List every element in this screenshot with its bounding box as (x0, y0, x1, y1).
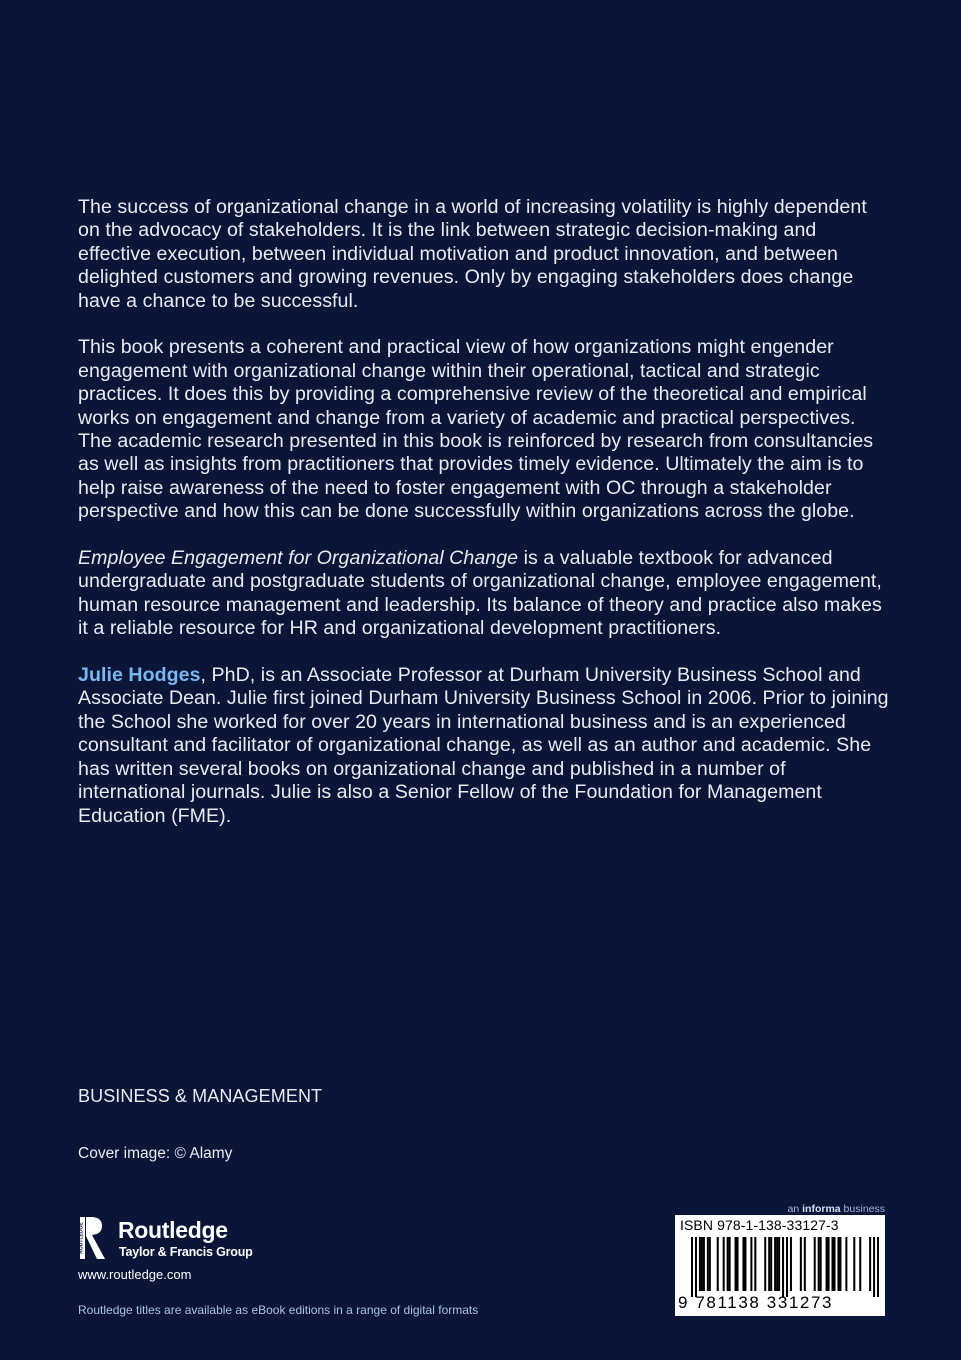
barcode-bar (790, 1237, 792, 1291)
barcode-bar (837, 1237, 839, 1291)
barcode-bar (818, 1237, 820, 1291)
blurb-paragraph-1: The success of organizational change in a world of increasing volatility is highly dependent on the advocacy of stakeholders. It is the link between strategic decision-making and effective execution, between individual motivation and product innovation, and between delighted customers and growing revenues. Only by engaging stakeholders does change have a chance to be successful. (78, 196, 867, 312)
barcode-bar (833, 1237, 835, 1291)
barcode (691, 1237, 879, 1297)
barcode-bar (873, 1237, 875, 1297)
back-cover-blurb (78, 196, 890, 851)
barcode-bar (723, 1237, 725, 1291)
isbn-barcode-box (675, 1215, 885, 1316)
barcode-bar (859, 1237, 861, 1291)
isbn-label: ISBN 978-1-138-33127-3 (680, 1217, 839, 1233)
barcode-bar (691, 1237, 693, 1297)
informa-business-tag (700, 1203, 885, 1215)
barcode-bar (814, 1237, 816, 1291)
blurb-paragraph-2: This book presents a coherent and practical view of how organizations might engender engagement with organizational change within their operational, tactical and strategic practices. It does this by providing a comprehensive review of the theoretical and empirical works on engagement and change from a variety of academic and practical perspectives. The academic research presented in this book is reinforced by research from consultancies as well as insights from practitioners that provides timely evidence. Ultimately the aim is to help raise awareness of the need to foster engagement with OC through a stakeholder perspective and how this can be done successfully within organizations across the globe. (78, 336, 874, 523)
barcode-bar (768, 1237, 770, 1291)
barcode-bar (776, 1237, 778, 1291)
informa-brand: informa (802, 1203, 841, 1215)
barcode-bar (869, 1237, 871, 1291)
author-bio (78, 664, 890, 828)
cover-image-credit: Cover image: © Alamy (78, 1145, 233, 1162)
barcode-bar (742, 1237, 744, 1291)
publisher-website[interactable]: www.routledge.com (78, 1267, 192, 1282)
informa-prefix: an (787, 1203, 803, 1215)
barcode-bar (737, 1237, 739, 1291)
barcode-bar (754, 1237, 756, 1291)
barcode-bar (735, 1237, 737, 1291)
blurb-paragraph-3 (78, 547, 890, 641)
barcode-bar (832, 1237, 834, 1291)
barcode-bar (778, 1237, 780, 1291)
barcode-bar (853, 1237, 855, 1291)
informa-suffix: business (840, 1203, 885, 1215)
barcode-bar (744, 1237, 746, 1291)
barcode-bar (727, 1237, 729, 1291)
barcode-bar (828, 1237, 830, 1291)
subject-category: BUSINESS & MANAGEMENT (78, 1086, 323, 1106)
barcode-bar (699, 1237, 701, 1291)
barcode-bar (826, 1237, 828, 1291)
barcode-bar (709, 1237, 711, 1291)
routledge-logo (78, 1214, 278, 1264)
barcode-bar (770, 1237, 772, 1291)
barcode-bar (839, 1237, 841, 1291)
barcode-bar (774, 1237, 776, 1291)
barcode-bar (877, 1237, 879, 1297)
barcode-bar (701, 1237, 703, 1291)
barcode-bar (729, 1237, 731, 1291)
barcode-bar (764, 1237, 766, 1291)
barcode-bar (804, 1237, 806, 1291)
blurb-paragraph-3-text: is a valuable textbook for advanced undergraduate and postgraduate students of organizational change, employee engagement, human resource management and leadership. Its balance of theory and practice also makes it a reliable resource for HR and organizational development practitioners. (78, 547, 882, 640)
logo-vertical-text: ROUTLEDGE (78, 1222, 85, 1254)
barcode-bar (845, 1237, 847, 1291)
barcode-bar (703, 1237, 705, 1291)
barcode-bar (800, 1237, 802, 1291)
author-bio-text: , PhD, is an Associate Professor at Durham University Business School and Associate Dean. Julie first joined Durham University Business School in 2006. Prior to joining the School she worked for over 20 years in international business and is an experienced consultant and facilitator of organizational change, as well as an author and academic. She has written several books on organizational change and published in a number of international journals. Julie is also a Senior Fellow of the Foundation for Management Education (FME). (78, 664, 889, 827)
book-title-italic: Employee Engagement for Organizational Change (78, 547, 519, 570)
barcode-bar (695, 1237, 697, 1297)
ebook-availability-note: Routledge titles are available as eBook editions in a range of digital formats (78, 1303, 479, 1317)
author-name: Julie Hodges (78, 664, 201, 687)
barcode-bar (786, 1237, 788, 1297)
barcode-bar (782, 1237, 784, 1297)
publisher-name: Routledge (118, 1217, 228, 1243)
barcode-bar (820, 1237, 822, 1291)
barcode-digits: 9 781138 331273 (678, 1293, 834, 1312)
routledge-logo-mark-icon (78, 1214, 112, 1262)
barcode-bar (707, 1237, 709, 1291)
barcode-bar (750, 1237, 752, 1291)
barcode-bar (717, 1237, 719, 1291)
publisher-group: Taylor & Francis Group (119, 1245, 253, 1259)
